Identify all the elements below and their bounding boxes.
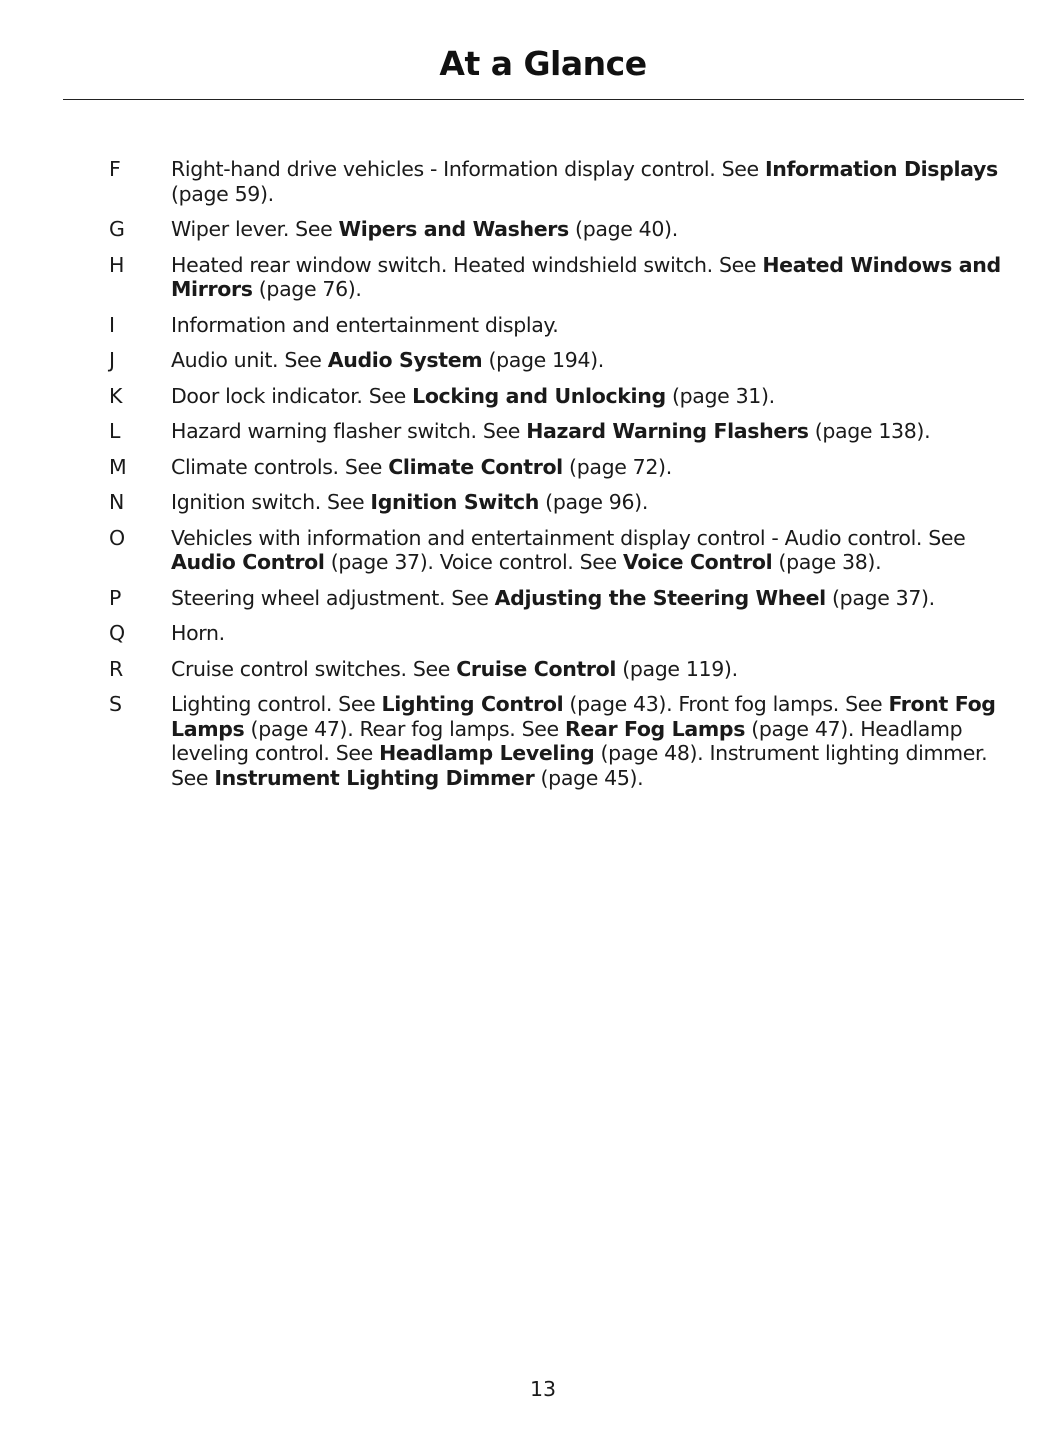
cross-reference: Audio System: [327, 348, 483, 372]
item-description: [125, 526, 1016, 575]
description-text: (page 194).: [482, 348, 604, 372]
item-description: [125, 692, 1016, 790]
item-description: [125, 621, 1016, 646]
cross-reference: Instrument Lighting Dimmer: [214, 765, 535, 790]
item-letter: N: [109, 490, 125, 514]
item-letter: L: [109, 419, 121, 443]
cross-reference: Heated Windows and Mirrors: [171, 252, 1001, 301]
cross-reference: Wipers and Washers: [338, 217, 569, 241]
item-letter: M: [109, 454, 127, 479]
cross-reference: Information Displays: [764, 157, 998, 181]
item-letter: I: [109, 312, 116, 337]
item-letter: R: [109, 656, 124, 681]
cross-reference: Voice Control: [623, 550, 773, 574]
description-text: (page 119).: [616, 656, 738, 681]
description-text: Steering wheel adjustment. See: [171, 585, 495, 610]
item-letter: O: [109, 525, 126, 550]
description-text: Ignition switch. See: [171, 490, 371, 514]
item-letter: H: [109, 252, 125, 277]
description-text: (page 48). Instrument lighting dimmer. See: [171, 741, 988, 790]
description-text: Cruise control switches. See: [171, 656, 457, 681]
description-text: Door lock indicator. See: [171, 383, 413, 408]
list-item: [0, 384, 1056, 409]
legend-list: [0, 157, 1056, 801]
description-text: (page 37).: [825, 585, 935, 610]
item-description: [125, 253, 1016, 302]
description-text: (page 96).: [539, 490, 648, 514]
item-description: [125, 657, 1016, 682]
page-number: 13: [529, 1377, 557, 1401]
item-description: [125, 455, 1016, 480]
item-description: [125, 217, 1016, 242]
description-text: Lighting control. See: [171, 692, 382, 716]
page-title: At a Glance: [439, 44, 647, 83]
description-text: (page 40).: [568, 217, 678, 241]
description-text: (page 72).: [562, 454, 672, 479]
list-item: [0, 157, 1056, 206]
list-item: [0, 455, 1056, 480]
cross-reference: Ignition Switch: [370, 490, 540, 514]
cross-reference: Headlamp Leveling: [379, 741, 595, 765]
cross-reference: Climate Control: [388, 454, 563, 479]
description-text: Wiper lever. See: [171, 217, 339, 241]
item-letter: G: [109, 217, 125, 241]
list-item: [0, 419, 1056, 444]
description-text: (page 59).: [171, 181, 274, 206]
cross-reference: Rear Fog Lamps: [564, 716, 746, 741]
description-text: (page 43). Front fog lamps. See: [563, 692, 889, 716]
description-text: (page 47). Headlamp leveling control. See: [171, 716, 963, 765]
title-divider: [63, 99, 1024, 100]
description-text: (page 31).: [665, 383, 775, 408]
item-description: [125, 348, 1016, 373]
description-text: Vehicles with information and entertainment display control - Audio control. See: [171, 525, 966, 550]
item-description: [125, 157, 1016, 206]
item-letter: Q: [109, 621, 126, 645]
item-letter: S: [109, 692, 123, 716]
cross-reference: Hazard Warning Flashers: [526, 419, 809, 443]
cross-reference: Locking and Unlocking: [412, 383, 666, 408]
list-item: [0, 657, 1056, 682]
list-item: [0, 586, 1056, 611]
description-text: Audio unit. See: [171, 348, 328, 372]
description-text: (page 76).: [252, 277, 362, 301]
item-description: [125, 313, 1016, 338]
description-text: (page 45).: [534, 765, 644, 790]
cross-reference: Front Fog Lamps: [171, 692, 996, 741]
list-item: [0, 621, 1056, 646]
description-text: (page 47). Rear fog lamps. See: [244, 716, 565, 741]
item-letter: J: [109, 348, 116, 372]
item-description: [125, 586, 1016, 611]
list-item: [0, 313, 1056, 338]
list-item: [0, 348, 1056, 373]
description-text: Right-hand drive vehicles - Information display control. See: [171, 157, 765, 181]
list-item: [0, 253, 1056, 302]
cross-reference: Cruise Control: [456, 656, 617, 681]
item-letter: K: [109, 383, 123, 408]
description-text: (page 37). Voice control. See: [324, 550, 623, 574]
item-description: [125, 384, 1016, 409]
item-description: [125, 419, 1016, 444]
description-text: Heated rear window switch. Heated windshield switch. See: [171, 252, 763, 277]
description-text: (page 38).: [772, 550, 882, 574]
description-text: Climate controls. See: [171, 454, 389, 479]
cross-reference: Lighting Control: [381, 692, 564, 716]
list-item: [0, 217, 1056, 242]
description-text: Information and entertainment display.: [171, 312, 559, 337]
list-item: [0, 526, 1056, 575]
list-item: [0, 490, 1056, 515]
description-text: Hazard warning flasher switch. See: [171, 419, 527, 443]
description-text: (page 138).: [808, 419, 931, 443]
item-description: [125, 490, 1016, 515]
item-letter: P: [109, 585, 122, 610]
cross-reference: Adjusting the Steering Wheel: [494, 585, 826, 610]
item-letter: F: [109, 157, 121, 181]
cross-reference: Audio Control: [171, 550, 325, 574]
list-item: [0, 692, 1056, 790]
description-text: Horn.: [171, 621, 225, 645]
